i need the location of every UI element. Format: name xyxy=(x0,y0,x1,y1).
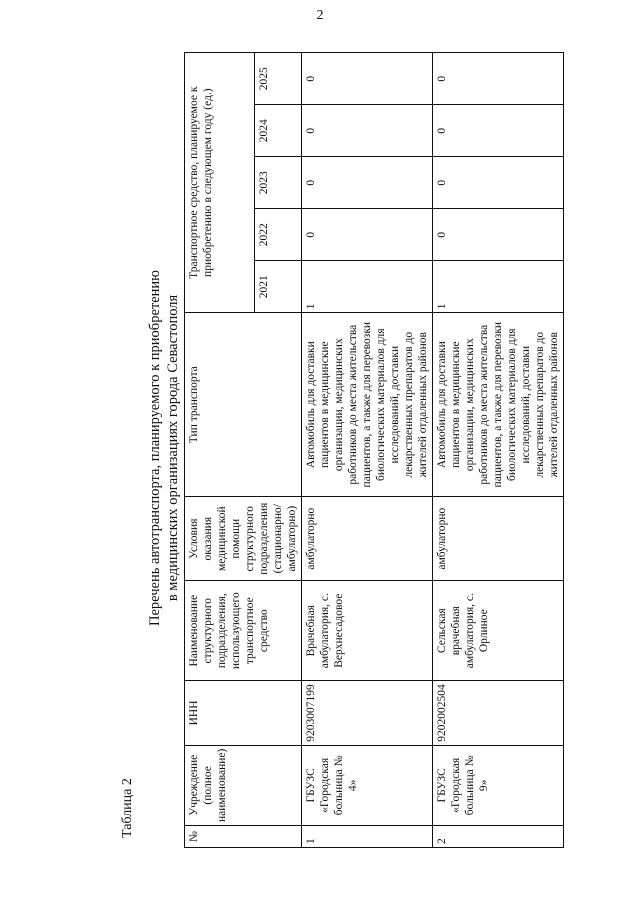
row-value: 0 xyxy=(302,209,433,261)
row-inn: 9203007199 xyxy=(302,681,433,746)
header-year: 2024 xyxy=(255,105,302,157)
row-num: 2 xyxy=(433,826,564,848)
header-num: № xyxy=(185,826,302,848)
row-institution: ГБУЗС «Городская больница № 9» xyxy=(433,745,564,825)
row-unit: Сельская врачебная амбулатория, с. Орлиное xyxy=(433,581,564,681)
row-value: 0 xyxy=(433,53,564,105)
row-value: 0 xyxy=(302,105,433,157)
row-value: 0 xyxy=(433,157,564,209)
header-unit: Наименование структурного подразделения, использующего транспортное средство xyxy=(185,581,302,681)
header-institution: Учреждение (полное наименование) xyxy=(185,745,302,825)
rotated-table-section xyxy=(120,48,590,848)
table-row xyxy=(433,53,564,848)
document-title-line-1: Перечень автотранспорта, планируемого к приобретению xyxy=(147,270,163,627)
row-transport-type: Автомобиль для доставки пациентов в медицинские организации, медицинских работников до места жительства пациентов, а также для перевозки биологических материалов для исследований, доставки лекарственных препаратов до жителей отдаленных районов xyxy=(302,313,433,497)
row-value: 1 xyxy=(433,261,564,313)
row-num: 1 xyxy=(302,826,433,848)
row-transport-type: Автомобиль для доставки пациентов в медицинские организации, медицинских работников до места жительства пациентов, а также для перевозки биологических материалов для исследований, доставки лекарственных препаратов до жителей отдаленных районов xyxy=(433,313,564,497)
row-value: 0 xyxy=(302,157,433,209)
row-value: 1 xyxy=(302,261,433,313)
header-year: 2023 xyxy=(255,157,302,209)
row-value: 0 xyxy=(433,209,564,261)
document-title xyxy=(146,48,182,848)
document-title-line-2: в медицинских организациях города Севастополя xyxy=(165,294,181,602)
header-year: 2022 xyxy=(255,209,302,261)
table-caption: Таблица 2 xyxy=(120,778,135,838)
header-year: 2021 xyxy=(255,261,302,313)
table-row xyxy=(302,53,433,848)
row-unit: Врачебная амбулатория, с. Верхнесадовое xyxy=(302,581,433,681)
header-year: 2025 xyxy=(255,53,302,105)
row-inn: 9202002504 xyxy=(433,681,564,746)
page-number: 2 xyxy=(316,8,324,23)
header-planned: Транспортное средство, планируемое к приобретению в следующем году (ед.) xyxy=(185,53,255,313)
row-conditions: амбулаторно xyxy=(433,497,564,581)
row-institution: ГБУЗС «Городская больница № 4» xyxy=(302,745,433,825)
table-header-row xyxy=(185,53,255,848)
header-inn: ИНН xyxy=(185,681,302,746)
header-conditions: Условия оказания медицинской помощи структурного подразделения (стационарно/амбулаторно) xyxy=(185,497,302,581)
row-value: 0 xyxy=(302,53,433,105)
transport-table xyxy=(184,52,564,848)
header-transport-type: Тип транспорта xyxy=(185,313,302,497)
row-value: 0 xyxy=(433,105,564,157)
row-conditions: амбулаторно xyxy=(302,497,433,581)
